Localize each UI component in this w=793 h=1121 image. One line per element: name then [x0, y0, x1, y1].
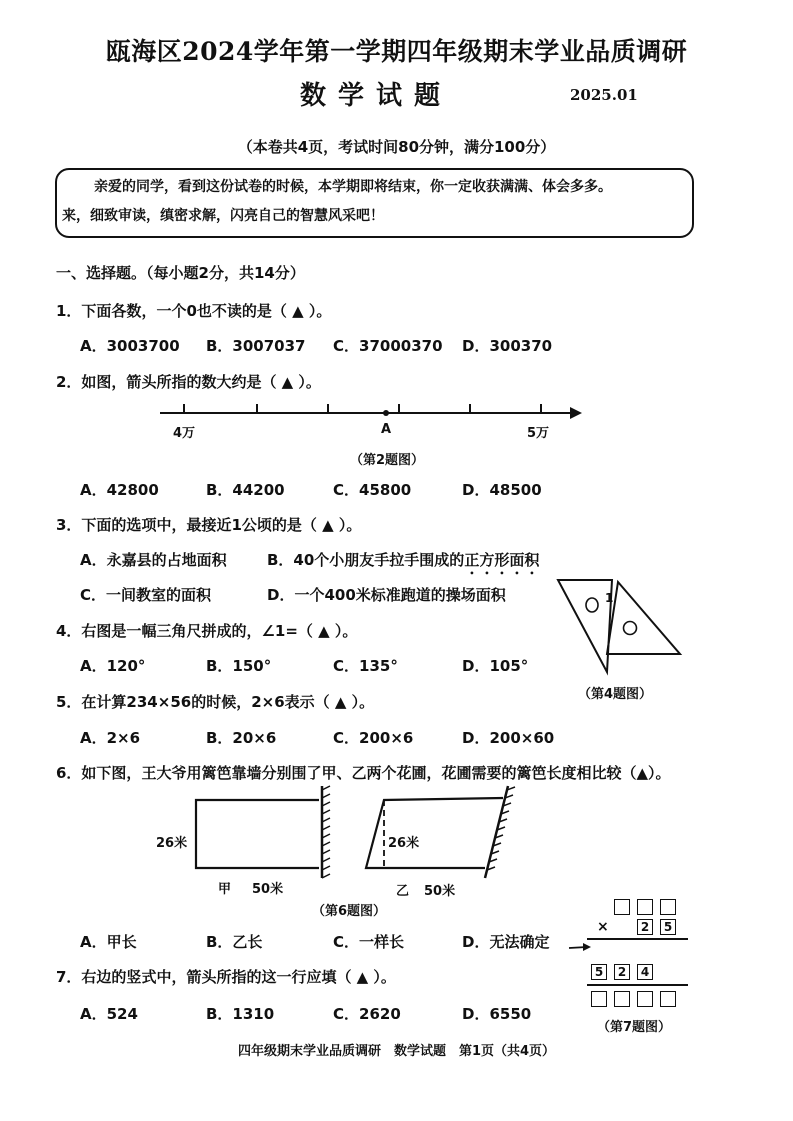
triangle-ruler-1 [558, 580, 612, 672]
q2-option-b: B．44200 [206, 481, 285, 499]
q2-option-d: D．48500 [462, 481, 542, 499]
q3-option-c: C．一间教室的面积 [80, 586, 212, 604]
question-2: 2．如图，箭头所指的数大约是（ ▲ ）。 [56, 373, 321, 391]
garden-yi-wall [485, 786, 508, 878]
q6-option-b: B．乙长 [206, 933, 263, 951]
q7-option-d: D．6550 [462, 1005, 532, 1023]
greeting-line-1: 亲爱的同学，看到这份试卷的时候，本学期即将结束，你一定收获满满、体会多多。 [94, 179, 612, 195]
digit-box-result-2 [614, 991, 630, 1007]
q3-option-d: D．一个400米标准跑道的操场面积 [267, 586, 506, 604]
q6-option-c: C．一样长 [333, 933, 405, 951]
exam-title: 瓯海区2024学年第一学期四年级期末学业品质调研 [105, 37, 688, 66]
q6-gardens-figure [190, 782, 530, 882]
q1-option-c: C．37000370 [333, 337, 443, 355]
q6-jia-height: 26米 [156, 836, 188, 851]
question-3: 3．下面的选项中，最接近1公顷的是（ ▲ ）。 [56, 516, 362, 534]
q4-option-b: B．150° [206, 657, 272, 675]
q7-option-c: C．2620 [333, 1005, 401, 1023]
q1-option-d: D．300370 [462, 337, 553, 355]
q7-caption: （第7题图） [597, 1020, 672, 1035]
q2-number-line-figure [150, 398, 590, 443]
q6-yi-width: 50米 [424, 884, 456, 899]
q1-option-a: A．3003700 [80, 337, 180, 355]
q4-option-c: C．135° [333, 657, 398, 675]
section-heading: 一、选择题。（每小题2分，共14分） [56, 264, 305, 282]
q3-option-a: A．永嘉县的占地面积 [80, 551, 227, 569]
digit-box-result-4 [660, 991, 676, 1007]
digit-box-multiplier-2: 5 [660, 919, 676, 935]
q4-angle-label: 1 [605, 591, 614, 605]
digit-box-multiplier-1: 2 [637, 919, 653, 935]
q6-jia-name: 甲 [218, 882, 232, 897]
arrow-head-icon [583, 943, 591, 951]
q3-option-b-emphasis: 正方形面积 [464, 551, 540, 569]
q5-option-b: B．20×6 [206, 729, 277, 747]
q6-option-d: D．无法确定 [462, 933, 550, 951]
point-a-marker [383, 410, 389, 416]
q5-option-a: A．2×6 [80, 729, 141, 747]
q6-caption: （第6题图） [312, 904, 387, 919]
triangle-ruler-2 [607, 582, 680, 654]
digit-box-top-1 [614, 899, 630, 915]
exam-date: 2025.01 [570, 86, 638, 104]
q2-option-c: C．45800 [333, 481, 412, 499]
digit-box-result-3 [637, 991, 653, 1007]
question-1: 1．下面各数，一个0也不读的是（ ▲ ）。 [56, 302, 332, 320]
digit-box-row-2: 2 [614, 964, 630, 980]
q5-option-c: C．200×6 [333, 729, 414, 747]
page-footer: 四年级期末学业品质调研 数学试题 第1页（共4页） [237, 1044, 556, 1059]
number-line-arrow-icon [570, 407, 582, 419]
ruler-hole-2 [624, 622, 637, 635]
q2-option-a: A．42800 [80, 481, 159, 499]
times-sign: × [597, 919, 609, 935]
q7-option-b: B．1310 [206, 1005, 275, 1023]
q3-option-b-prefix: B．40个小朋友手拉手围成的 [267, 551, 465, 569]
question-4: 4．右图是一幅三角尺拼成的，∠1=（ ▲ ）。 [56, 622, 358, 640]
q6-jia-width: 50米 [252, 882, 284, 897]
question-6: 6．如下图，王大爷用篱笆靠墙分别围了甲、乙两个花圃，花圃需要的篱笆长度相比较（▲）。 [56, 764, 671, 782]
greeting-line-2: 来，细致审读，缜密求解，闪亮自己的智慧风采吧！ [62, 208, 384, 224]
q3-option-b [267, 549, 539, 578]
q7-option-a: A．524 [80, 1005, 138, 1023]
q5-option-d: D．200×60 [462, 729, 555, 747]
digit-box-top-3 [660, 899, 676, 915]
digit-box-result-1 [591, 991, 607, 1007]
q4-option-d: D．105° [462, 657, 529, 675]
digit-box-top-2 [637, 899, 653, 915]
q2-caption: （第2题图） [350, 453, 425, 468]
q2-right-label: 5万 [527, 426, 550, 441]
exam-subtitle: 数学试题 [300, 81, 453, 111]
exam-note: （本卷共4页，考试时间80分钟，满分100分） [237, 138, 556, 156]
q4-option-a: A．120° [80, 657, 146, 675]
garden-jia-fence [196, 800, 319, 868]
digit-box-row-3: 4 [637, 964, 653, 980]
digit-box-row-1: 5 [591, 964, 607, 980]
q4-caption: （第4题图） [578, 687, 653, 702]
q2-point-label: A [381, 422, 392, 437]
q6-yi-name: 乙 [396, 884, 410, 899]
question-5: 5．在计算234×56的时候，2×6表示（ ▲ ）。 [56, 693, 375, 711]
ruler-hole-1 [586, 598, 598, 612]
q4-triangle-figure [550, 572, 690, 682]
q6-option-a: A．甲长 [80, 933, 137, 951]
q2-left-label: 4万 [173, 426, 196, 441]
question-7: 7．右边的竖式中，箭头所指的这一行应填（ ▲ ）。 [56, 968, 396, 986]
q6-yi-height: 26米 [388, 836, 420, 851]
garden-yi-fence [366, 798, 503, 868]
q1-option-b: B．3007037 [206, 337, 306, 355]
